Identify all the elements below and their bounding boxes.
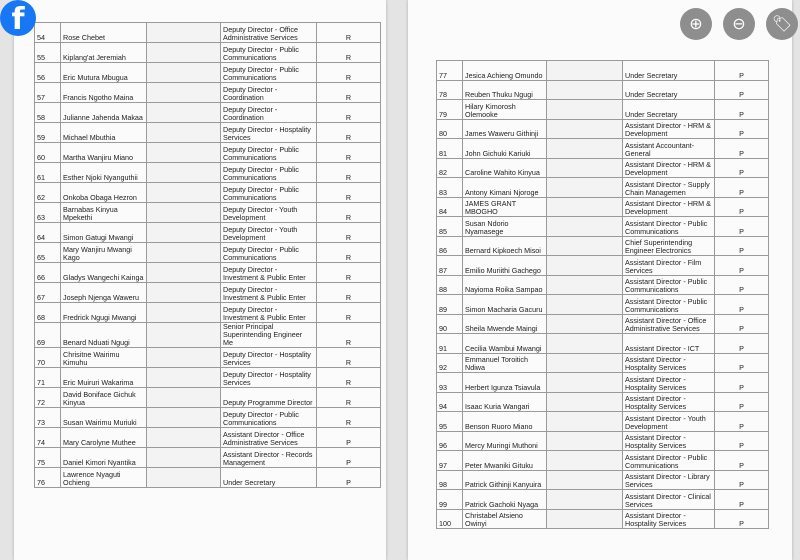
row-status: P	[715, 314, 769, 334]
table-row	[437, 334, 769, 354]
row-designation: Deputy Director - Investment & Public Enter	[221, 283, 317, 303]
zoom-in-button[interactable]	[680, 8, 712, 40]
table-row	[437, 295, 769, 315]
table-row	[437, 178, 769, 198]
row-status: P	[715, 490, 769, 510]
row-number: 66	[35, 263, 61, 283]
row-name: Rose Chebet	[61, 23, 147, 43]
table-row	[437, 392, 769, 412]
row-designation: Deputy Director - Hosptality Services	[221, 348, 317, 368]
row-number: 59	[35, 123, 61, 143]
row-name: Onkoba Obaga Hezron	[61, 183, 147, 203]
row-number: 91	[437, 334, 463, 354]
table-row	[35, 223, 381, 243]
table-row	[35, 83, 381, 103]
row-name: Antony Kimani Njoroge	[463, 178, 547, 198]
row-number: 75	[35, 448, 61, 468]
row-status: P	[715, 451, 769, 471]
row-designation: Deputy Director - Office Administrative Services	[221, 23, 317, 43]
table-row	[35, 323, 381, 348]
right-staff-table	[436, 60, 769, 529]
row-number: 80	[437, 119, 463, 139]
row-number: 68	[35, 303, 61, 323]
row-status: P	[715, 236, 769, 256]
row-status: R	[317, 43, 381, 63]
facebook-glyph: f	[11, 2, 25, 36]
row-name: Mary Wanjiru Mwangi Kago	[61, 243, 147, 263]
table-row	[35, 348, 381, 368]
table-row	[35, 163, 381, 183]
row-name: Kiplang'at Jeremiah	[61, 43, 147, 63]
row-name: Eric Mutura Mbugua	[61, 63, 147, 83]
table-row	[437, 275, 769, 295]
row-status: P	[715, 61, 769, 81]
row-number: 57	[35, 83, 61, 103]
row-name: Emilio Muriithi Gachego	[463, 256, 547, 276]
row-name: Herbert Igunza Tsiavula	[463, 373, 547, 393]
table-row	[35, 428, 381, 448]
table-row	[35, 448, 381, 468]
row-status: R	[317, 123, 381, 143]
row-name: Simon Macharia Gacuru	[463, 295, 547, 315]
row-status: P	[715, 178, 769, 198]
row-status: R	[317, 368, 381, 388]
row-number: 60	[35, 143, 61, 163]
row-number: 89	[437, 295, 463, 315]
left-document-page	[14, 0, 386, 560]
table-row	[35, 263, 381, 283]
row-name: Isaac Kuria Wangari	[463, 392, 547, 412]
row-name: Barnabas Kinyua Mpekethi	[61, 203, 147, 223]
row-redacted-cell	[547, 353, 623, 373]
left-staff-table	[34, 22, 381, 488]
row-number: 81	[437, 139, 463, 159]
row-redacted-cell	[147, 203, 221, 223]
row-designation: Deputy Director - Public Communications	[221, 143, 317, 163]
table-row	[35, 23, 381, 43]
row-redacted-cell	[547, 139, 623, 159]
row-designation: Deputy Director - Hosptality Services	[221, 368, 317, 388]
row-number: 86	[437, 236, 463, 256]
row-name: Benson Ruoro Miano	[463, 412, 547, 432]
row-number: 88	[437, 275, 463, 295]
row-status: P	[715, 509, 769, 529]
row-status: P	[715, 197, 769, 217]
table-row	[35, 63, 381, 83]
row-status: P	[715, 256, 769, 276]
row-status: P	[715, 373, 769, 393]
row-status: R	[317, 223, 381, 243]
table-row	[437, 431, 769, 451]
row-designation: Deputy Director - Public Communications	[221, 163, 317, 183]
table-row	[437, 509, 769, 529]
row-name: Joseph Njenga Waweru	[61, 283, 147, 303]
row-name: Nayioma Roika Sampao	[463, 275, 547, 295]
row-status: R	[317, 283, 381, 303]
table-row	[35, 183, 381, 203]
row-redacted-cell	[547, 100, 623, 120]
table-row	[35, 143, 381, 163]
row-name: JAMES GRANT MBOGHO	[463, 197, 547, 217]
table-row	[437, 256, 769, 276]
row-designation: Under Secretary	[221, 468, 317, 488]
row-designation: Assistant Director - Supply Chain Managemen	[623, 178, 715, 198]
row-status: P	[715, 412, 769, 432]
row-status: R	[317, 303, 381, 323]
row-name: Lawrence Nyaguti Ochieng	[61, 468, 147, 488]
row-designation: Under Secretary	[623, 61, 715, 81]
row-redacted-cell	[547, 373, 623, 393]
row-name: Patrick Githinji Kanyuira	[463, 470, 547, 490]
row-number: 90	[437, 314, 463, 334]
row-redacted-cell	[547, 451, 623, 471]
row-designation: Under Secretary	[623, 100, 715, 120]
row-designation: Deputy Director - Youth Development	[221, 223, 317, 243]
row-designation: Assistant Director - Hosptality Services	[623, 431, 715, 451]
row-designation: Assistant Director - Youth Development	[623, 412, 715, 432]
row-name: Daniel Kimori Nyantika	[61, 448, 147, 468]
row-redacted-cell	[547, 431, 623, 451]
row-name: Esther Njoki Nyanguthii	[61, 163, 147, 183]
row-name: Benard Nduati Ngugi	[61, 323, 147, 348]
row-name: Christabel Atsieno Owinyi	[463, 509, 547, 529]
row-status: P	[715, 217, 769, 237]
row-designation: Assistant Director - HRM & Development	[623, 119, 715, 139]
row-name: David Boniface Gichuk Kinyua	[61, 388, 147, 408]
row-redacted-cell	[547, 61, 623, 81]
row-number: 67	[35, 283, 61, 303]
row-name: Patrick Gachoki Nyaga	[463, 490, 547, 510]
row-status: P	[715, 392, 769, 412]
row-status: P	[715, 80, 769, 100]
row-number: 85	[437, 217, 463, 237]
row-number: 78	[437, 80, 463, 100]
zoom-in-icon: ⊕	[689, 14, 703, 33]
row-designation: Deputy Director - Hosptality Services	[221, 123, 317, 143]
row-designation: Deputy Director - Public Communications	[221, 408, 317, 428]
table-row	[437, 353, 769, 373]
row-redacted-cell	[547, 295, 623, 315]
row-status: R	[317, 348, 381, 368]
row-number: 82	[437, 158, 463, 178]
row-number: 73	[35, 408, 61, 428]
row-name: Susan Ndorio Nyamasege	[463, 217, 547, 237]
row-designation: Assistant Director - Film Services	[623, 256, 715, 276]
row-redacted-cell	[147, 183, 221, 203]
row-number: 62	[35, 183, 61, 203]
row-number: 65	[35, 243, 61, 263]
table-row	[35, 203, 381, 223]
table-row	[437, 490, 769, 510]
row-number: 95	[437, 412, 463, 432]
table-row	[35, 43, 381, 63]
row-designation: Assistant Director - Clinical Services	[623, 490, 715, 510]
row-status: R	[317, 183, 381, 203]
table-row	[437, 80, 769, 100]
row-designation: Senior Principal Superintending Engineer Me	[221, 323, 317, 348]
row-designation: Deputy Director - Public Communications	[221, 63, 317, 83]
table-row	[35, 468, 381, 488]
row-redacted-cell	[547, 334, 623, 354]
table-row	[35, 283, 381, 303]
row-designation: Deputy Director - Public Communications	[221, 243, 317, 263]
table-row	[437, 236, 769, 256]
row-redacted-cell	[547, 119, 623, 139]
row-redacted-cell	[547, 509, 623, 529]
table-row	[437, 158, 769, 178]
table-row	[35, 388, 381, 408]
row-status: P	[317, 428, 381, 448]
row-number: 96	[437, 431, 463, 451]
row-number: 97	[437, 451, 463, 471]
row-name: Julianne Jahenda Makaa	[61, 103, 147, 123]
row-number: 93	[437, 373, 463, 393]
row-redacted-cell	[547, 275, 623, 295]
row-redacted-cell	[147, 348, 221, 368]
row-number: 56	[35, 63, 61, 83]
row-status: P	[715, 139, 769, 159]
row-redacted-cell	[147, 428, 221, 448]
tag-button[interactable]	[766, 8, 798, 40]
table-row	[437, 412, 769, 432]
row-number: 99	[437, 490, 463, 510]
row-status: P	[715, 158, 769, 178]
row-status: R	[317, 203, 381, 223]
row-redacted-cell	[547, 256, 623, 276]
row-designation: Assistant Director - HRM & Development	[623, 197, 715, 217]
row-number: 79	[437, 100, 463, 120]
row-number: 92	[437, 353, 463, 373]
row-designation: Assistant Director - Hosptality Services	[623, 392, 715, 412]
row-redacted-cell	[547, 197, 623, 217]
row-number: 98	[437, 470, 463, 490]
row-name: Sheila Mwende Maingi	[463, 314, 547, 334]
row-number: 72	[35, 388, 61, 408]
row-number: 69	[35, 323, 61, 348]
row-redacted-cell	[547, 490, 623, 510]
row-name: Peter Mwaniki Gituku	[463, 451, 547, 471]
tag-icon: 🏷	[771, 14, 793, 33]
row-number: 74	[35, 428, 61, 448]
row-designation: Deputy Director - Youth Development	[221, 203, 317, 223]
zoom-out-icon: ⊖	[732, 14, 746, 33]
row-redacted-cell	[147, 23, 221, 43]
row-redacted-cell	[547, 392, 623, 412]
row-number: 55	[35, 43, 61, 63]
row-number: 76	[35, 468, 61, 488]
row-redacted-cell	[147, 223, 221, 243]
row-status: P	[715, 295, 769, 315]
row-designation: Assistant Director - Office Administrative Services	[623, 314, 715, 334]
table-row	[437, 119, 769, 139]
table-row	[35, 303, 381, 323]
right-document-page	[408, 0, 792, 560]
table-row	[437, 61, 769, 81]
row-name: Hilary Kimorosh Olemooke	[463, 100, 547, 120]
row-status: R	[317, 408, 381, 428]
table-row	[437, 373, 769, 393]
row-number: 71	[35, 368, 61, 388]
row-name: Simon Gatugi Mwangi	[61, 223, 147, 243]
row-designation: Assistant Director - Public Communications	[623, 217, 715, 237]
row-name: Eric Muiruri Wakarima	[61, 368, 147, 388]
row-number: 58	[35, 103, 61, 123]
table-row	[35, 123, 381, 143]
row-name: Mary Carolyne Muthee	[61, 428, 147, 448]
row-name: Caroline Wahito Kinyua	[463, 158, 547, 178]
row-name: Mercy Muringi Muthoni	[463, 431, 547, 451]
row-status: P	[715, 334, 769, 354]
row-status: P	[317, 448, 381, 468]
row-name: Martha Wanjiru Miano	[61, 143, 147, 163]
row-redacted-cell	[147, 368, 221, 388]
row-redacted-cell	[147, 63, 221, 83]
row-name: John Gichuki Kariuki	[463, 139, 547, 159]
row-status: R	[317, 83, 381, 103]
row-designation: Assistant Director - Office Administrative Services	[221, 428, 317, 448]
row-name: Bernard Kipkoech Misoi	[463, 236, 547, 256]
row-name: Fredrick Ngugi Mwangi	[61, 303, 147, 323]
zoom-out-button[interactable]	[723, 8, 755, 40]
row-number: 84	[437, 197, 463, 217]
row-status: R	[317, 63, 381, 83]
row-status: P	[715, 275, 769, 295]
row-name: Susan Wairimu Muriuki	[61, 408, 147, 428]
row-status: R	[317, 103, 381, 123]
row-status: R	[317, 263, 381, 283]
row-designation: Assistant Director - Public Communications	[623, 451, 715, 471]
row-redacted-cell	[547, 178, 623, 198]
row-redacted-cell	[547, 236, 623, 256]
row-redacted-cell	[547, 412, 623, 432]
row-designation: Assistant Director - Public Communications	[623, 275, 715, 295]
row-status: P	[715, 119, 769, 139]
left-table-body	[35, 23, 381, 488]
row-status: R	[317, 143, 381, 163]
row-redacted-cell	[147, 163, 221, 183]
table-row	[35, 368, 381, 388]
row-redacted-cell	[547, 314, 623, 334]
row-status: P	[715, 353, 769, 373]
table-row	[35, 103, 381, 123]
row-redacted-cell	[147, 103, 221, 123]
row-status: R	[317, 23, 381, 43]
row-redacted-cell	[147, 123, 221, 143]
row-number: 77	[437, 61, 463, 81]
row-name: James Waweru Githinji	[463, 119, 547, 139]
row-status: P	[715, 431, 769, 451]
row-designation: Assistant Director - ICT	[623, 334, 715, 354]
table-row	[437, 217, 769, 237]
row-redacted-cell	[147, 43, 221, 63]
row-redacted-cell	[147, 408, 221, 428]
row-redacted-cell	[147, 263, 221, 283]
row-status: R	[317, 243, 381, 263]
row-name: Gladys Wangechi Kainga	[61, 263, 147, 283]
row-designation: Under Secretary	[623, 80, 715, 100]
row-status: P	[715, 470, 769, 490]
row-number: 63	[35, 203, 61, 223]
row-redacted-cell	[147, 243, 221, 263]
row-number: 70	[35, 348, 61, 368]
row-designation: Assistant Director - Library Services	[623, 470, 715, 490]
table-row	[437, 314, 769, 334]
row-name: Reuben Thuku Ngugi	[463, 80, 547, 100]
table-row	[437, 139, 769, 159]
row-designation: Deputy Director - Investment & Public Enter	[221, 263, 317, 283]
row-number: 64	[35, 223, 61, 243]
row-name: Cecilia Wambui Mwangi	[463, 334, 547, 354]
row-designation: Assistant Director - Hosptality Services	[623, 373, 715, 393]
row-designation: Deputy Programme Director	[221, 388, 317, 408]
row-name: Jesica Achieng Omundo	[463, 61, 547, 81]
table-row	[437, 100, 769, 120]
row-name: Michael Mbuthia	[61, 123, 147, 143]
row-number: 100	[437, 509, 463, 529]
row-redacted-cell	[547, 80, 623, 100]
row-number: 54	[35, 23, 61, 43]
row-designation: Assistant Director - Hosptality Services	[623, 509, 715, 529]
row-status: R	[317, 388, 381, 408]
table-row	[437, 470, 769, 490]
table-row	[437, 197, 769, 217]
row-designation: Deputy Director - Public Communications	[221, 183, 317, 203]
row-designation: Assistant Director - Hosptality Services	[623, 353, 715, 373]
row-designation: Deputy Director - Coordination	[221, 83, 317, 103]
row-designation: Assistant Director - HRM & Development	[623, 158, 715, 178]
right-table-body	[437, 61, 769, 529]
row-redacted-cell	[147, 303, 221, 323]
row-name: Francis Ngotho Maina	[61, 83, 147, 103]
row-name: Chrisitne Wairimu Kimuhu	[61, 348, 147, 368]
row-designation: Chief Superintending Engineer Electronics	[623, 236, 715, 256]
row-redacted-cell	[147, 143, 221, 163]
row-status: R	[317, 323, 381, 348]
table-row	[35, 243, 381, 263]
row-designation: Assistant Director - Records Management	[221, 448, 317, 468]
row-redacted-cell	[547, 217, 623, 237]
row-number: 94	[437, 392, 463, 412]
row-status: R	[317, 163, 381, 183]
row-status: P	[317, 468, 381, 488]
table-row	[35, 408, 381, 428]
row-redacted-cell	[147, 468, 221, 488]
row-number: 61	[35, 163, 61, 183]
row-designation: Assistant Director - Public Communications	[623, 295, 715, 315]
row-status: P	[715, 100, 769, 120]
row-designation: Deputy Director - Investment & Public Enter	[221, 303, 317, 323]
row-redacted-cell	[147, 283, 221, 303]
row-designation: Assistant Accountant-General	[623, 139, 715, 159]
row-redacted-cell	[147, 323, 221, 348]
row-redacted-cell	[547, 158, 623, 178]
row-number: 87	[437, 256, 463, 276]
table-row	[437, 451, 769, 471]
row-redacted-cell	[147, 448, 221, 468]
row-redacted-cell	[147, 388, 221, 408]
row-redacted-cell	[147, 83, 221, 103]
facebook-icon[interactable]	[0, 0, 36, 36]
row-name: Emmanuel Toroitich Ndiwa	[463, 353, 547, 373]
row-designation: Deputy Director - Coordination	[221, 103, 317, 123]
row-designation: Deputy Director - Public Communications	[221, 43, 317, 63]
row-number: 83	[437, 178, 463, 198]
row-redacted-cell	[547, 470, 623, 490]
